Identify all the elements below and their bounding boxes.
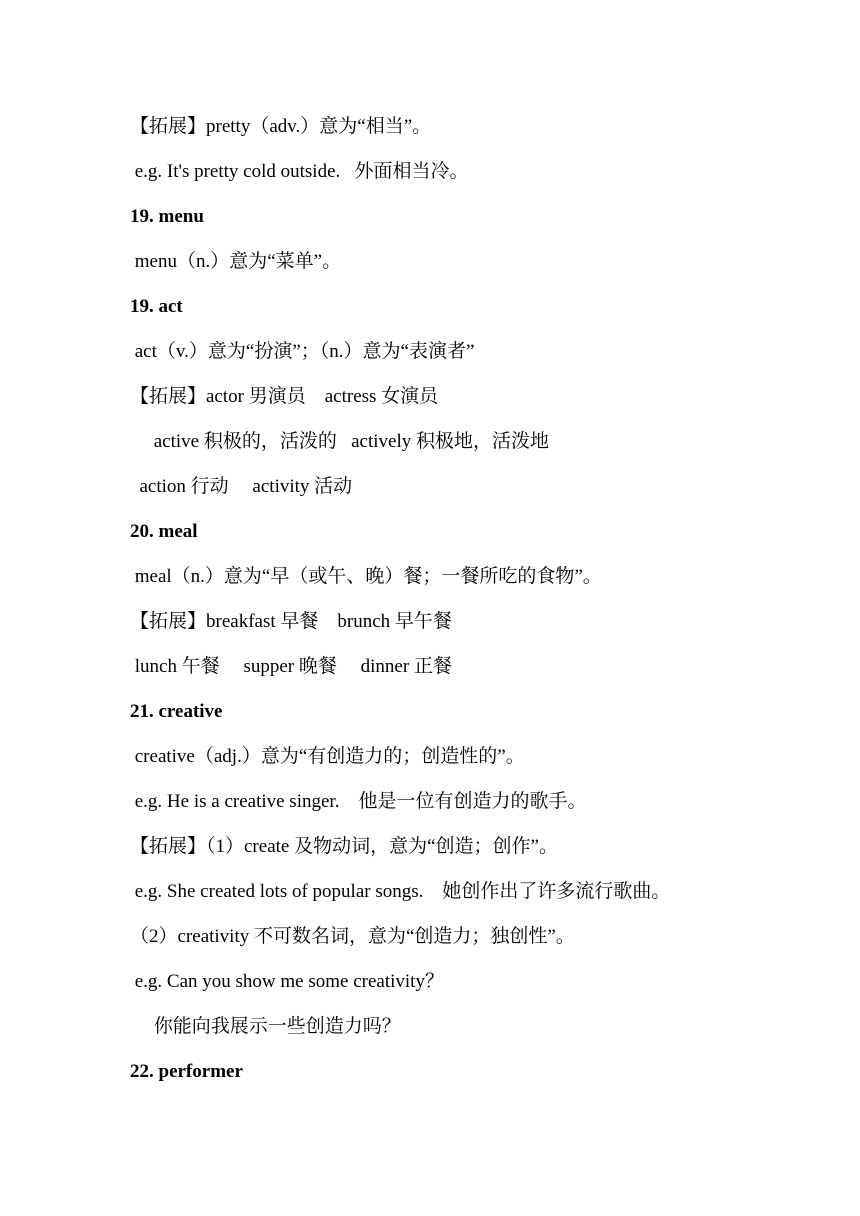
text-line: 【拓展】breakfast 早餐 brunch 早午餐 [130, 611, 452, 632]
entry-heading: 21. creative [130, 701, 223, 722]
entry-heading: 22. performer [130, 1061, 243, 1082]
text-line: e.g. It's pretty cold outside. 外面相当冷。 [130, 161, 469, 182]
text-line: 你能向我展示一些创造力吗？ [130, 1016, 401, 1037]
text-line: action 行动 activity 活动 [130, 476, 353, 497]
entry-heading: 19. menu [130, 206, 204, 227]
text-line: act（v.）意为“扮演”；（n.）意为“表演者” [130, 341, 475, 362]
text-line: menu（n.）意为“菜单”。 [130, 251, 342, 272]
text-line: （2）creativity 不可数名词，意为“创造力；独创性”。 [130, 926, 575, 947]
entry-heading: 20. meal [130, 521, 198, 542]
text-line: meal（n.）意为“早（或午、晚）餐；一餐所吃的食物”。 [130, 566, 602, 587]
text-line: 【拓展】actor 男演员 actress 女演员 [130, 386, 439, 407]
text-line: e.g. Can you show me some creativity？ [130, 971, 444, 992]
text-line: lunch 午餐 supper 晚餐 dinner 正餐 [130, 656, 452, 677]
text-line: active 积极的，活泼的 actively 积极地，活泼地 [130, 431, 549, 452]
text-line: e.g. She created lots of popular songs. 她创作出了许多流行歌曲。 [130, 881, 671, 902]
text-line: e.g. He is a creative singer. 他是一位有创造力的歌手。 [130, 791, 587, 812]
text-line: creative（adj.）意为“有创造力的；创造性的”。 [130, 746, 525, 767]
text-line: 【拓展】pretty（adv.）意为“相当”。 [130, 116, 432, 137]
entry-heading: 19. act [130, 296, 183, 317]
text-line: 【拓展】（1）create 及物动词，意为“创造；创作”。 [130, 836, 558, 857]
